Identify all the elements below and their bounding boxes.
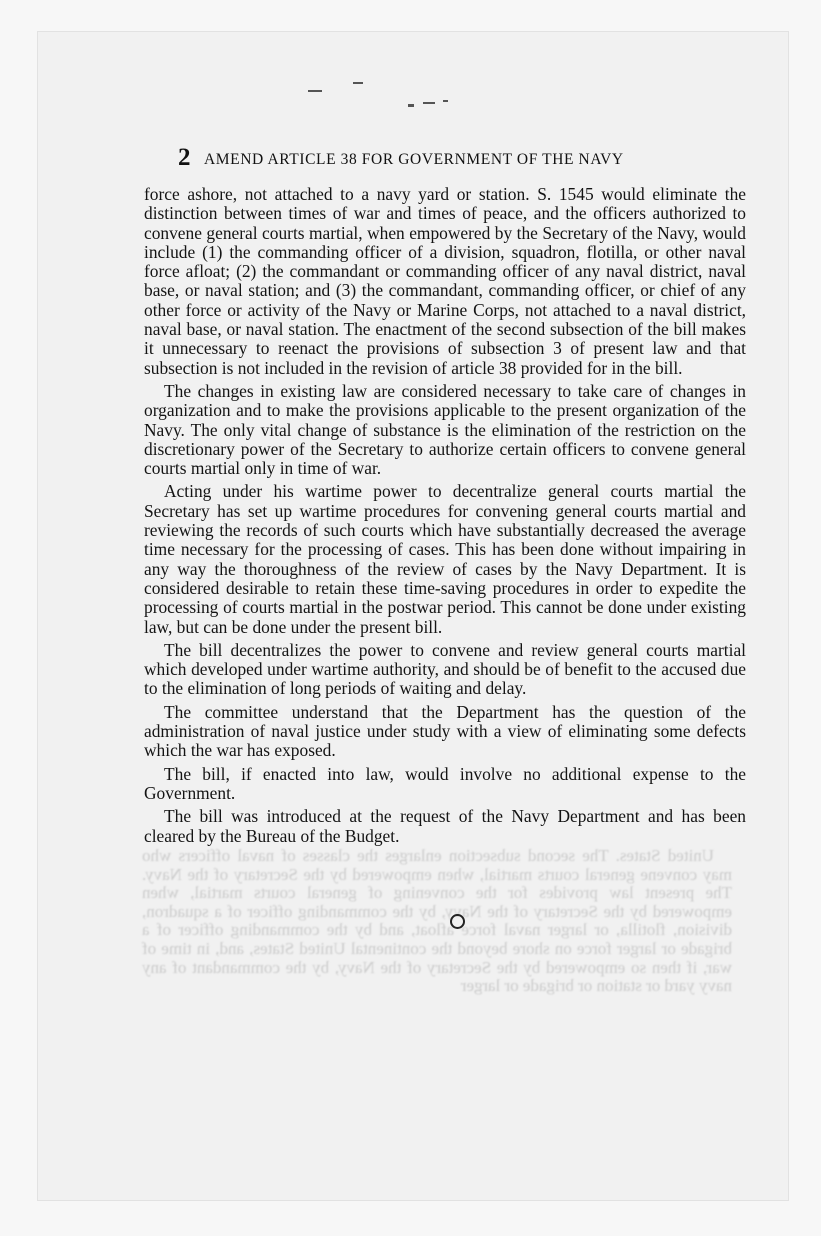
page-header xyxy=(138,144,738,179)
paragraph: The changes in existing law are considered necessary to take care of changes in organization and to make the provisions applicable to the present organization of the Navy. The only vital change of substance is the elimination of the restriction on the discretionary power of the Secretary to authorize certain officers to convene general courts martial only in time of war. xyxy=(144,380,746,479)
paragraph: force ashore, not attached to a navy yard or station. S. 1545 would eliminate the distinction between times of war and times of peace, and the officers authorized to convene general courts martial, when empowered by the Secretary of the Navy, would include (1) the commanding officer of a division, squadron, flotilla, or other naval force afloat; (2) the commandant or commanding officer of any naval district, naval base, or naval station; and (3) the commandant, commanding officer, or chief of any other force or activity of the Navy or Marine Corps, not attached to a naval district, naval base, or naval station. The enactment of the second subsection of the bill makes it unnecessary to reenact the provisions of subsection 3 of present law and that subsection is not included in the revision of article 38 provided for in the bill. xyxy=(144,184,746,378)
page-number: 2 xyxy=(178,144,191,171)
body-text xyxy=(144,185,746,846)
paragraph: The bill, if enacted into law, would involve no additional expense to the Government. xyxy=(144,763,746,803)
bleed-through-paragraph: United States. The second subsection enlarges the classes of naval officers who may convene general courts martial, when empowered by the Secretary of the Navy. The present law provides for the convening of general courts martial, when empowered by the Secretary of the Navy, by the commanding officer of a squadron, division, flotilla, or larger naval force afloat, and by the commanding officer of a brigade or larger force on shore beyond the continental United States, and, in time of war, if then so empowered by the Secretary of the Navy, by the commandant of any navy yard or station or brigade or larger xyxy=(142,846,732,996)
scan-mark xyxy=(408,104,414,107)
end-of-document-circle-icon xyxy=(450,914,465,929)
paragraph: The bill decentralizes the power to convene and review general courts martial which developed under wartime authority, and should be of benefit to the accused due to the elimination of long periods of waiting and delay. xyxy=(144,639,746,699)
scan-mark xyxy=(353,82,363,84)
paragraph: Acting under his wartime power to decentralize general courts martial the Secretary has set up wartime procedures for convening general courts martial and reviewing the records of such courts which have substantially decreased the average time necessary for the processing of cases. This has been done without impairing in any way the thoroughness of the review of cases by the Navy Department. It is considered desirable to retain these time-saving procedures in order to expedite the processing of courts martial in the postwar period. This cannot be done under existing law, but can be done under the present bill. xyxy=(144,481,746,637)
scan-mark xyxy=(443,100,448,102)
bleed-through-text xyxy=(142,847,732,996)
scan-mark xyxy=(423,102,435,104)
paragraph: The committee understand that the Department has the question of the administration of naval justice under study with a view of eliminating some defects which the war has exposed. xyxy=(144,701,746,761)
paragraph: The bill was introduced at the request of the Navy Department and has been cleared by the Bureau of the Budget. xyxy=(144,806,746,846)
scan-mark xyxy=(308,90,322,92)
running-title: AMEND ARTICLE 38 FOR GOVERNMENT OF THE NAVY xyxy=(204,151,624,168)
document-page xyxy=(38,32,788,1200)
scan-marks xyxy=(298,82,498,122)
